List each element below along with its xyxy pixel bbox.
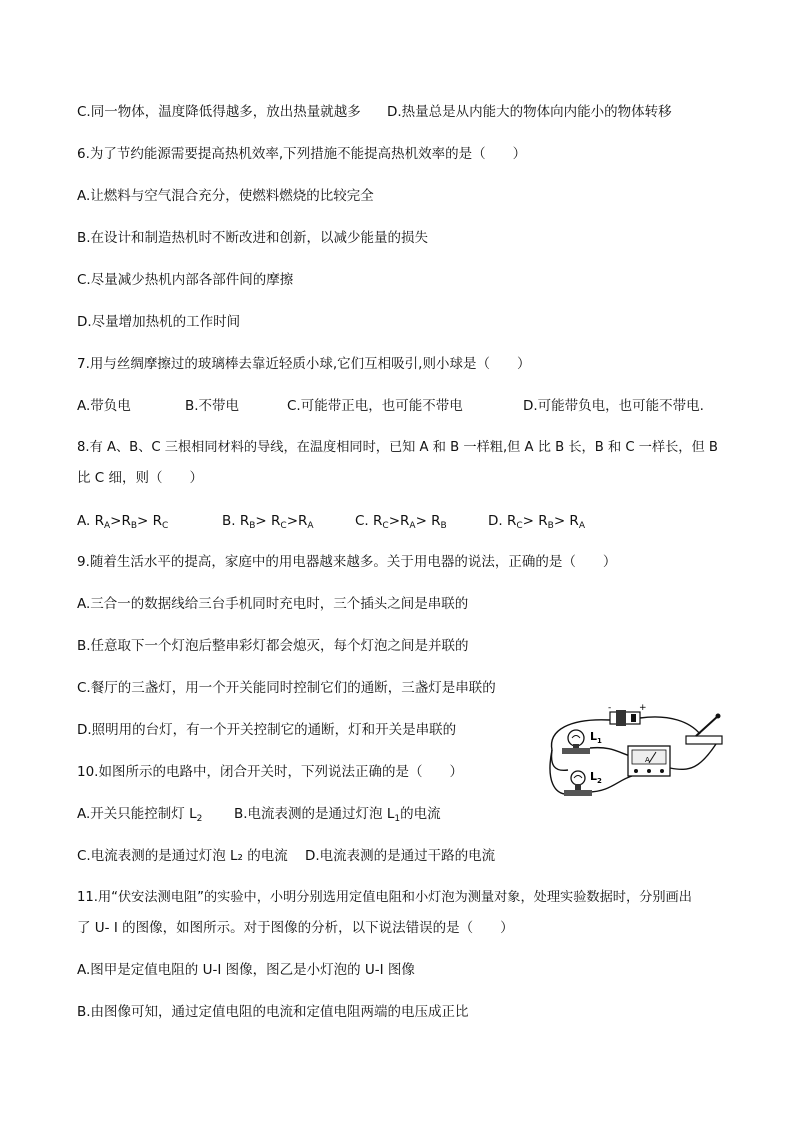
wire-left-bottom	[550, 750, 570, 794]
q5-option-c: C.同一物体，温度降低得越多，放出热量就越多	[77, 104, 361, 120]
q8-stem-line1: 8.有 A、B、C 三根相同材料的导线，在温度相同时，已知 A 和 B 一样粗,但 A 比 B 长，B 和 C 一样长，但 B	[77, 440, 718, 455]
q11-option-b: B.由图像可知，通过定值电阻的电流和定值电阻两端的电压成正比	[77, 1004, 469, 1020]
q9-option-a: A.三合一的数据线给三台手机同时充电时，三个插头之间是串联的	[77, 596, 469, 612]
lamp-l1-label: $L_1$	[590, 730, 602, 745]
battery-icon	[610, 710, 640, 726]
ammeter-label: A	[645, 756, 650, 764]
q7-option-c: C.可能带正电，也可能不带电	[287, 398, 463, 414]
q7-option-b: B.不带电	[185, 398, 240, 414]
q9-option-c: C.餐厅的三盏灯，用一个开关能同时控制它们的通断，三盏灯是串联的	[77, 680, 496, 696]
q11-option-a: A.图甲是定值电阻的 U-I 图像，图乙是小灯泡的 U-I 图像	[77, 962, 415, 978]
circuit-diagram	[540, 700, 730, 805]
lamp-l2-label: $L_2$	[590, 770, 602, 785]
q5-option-d: D.热量总是从内能大的物体向内能小的物体转移	[387, 104, 672, 120]
q10-stem: 10.如图所示的电路中，闭合开关时，下列说法正确的是（ ）	[77, 764, 463, 780]
q9-stem: 9.随着生活水平的提高，家庭中的用电器越来越多。关于用电器的说法，正确的是（ ）	[77, 554, 617, 570]
q10-option-c: C.电流表测的是通过灯泡 L₂ 的电流	[77, 848, 288, 864]
q10-option-a: A.开关只能控制灯 $L_2$	[77, 806, 203, 824]
q8-stem-line2: 比 C 细，则（ ）	[77, 470, 204, 486]
q6-stem: 6.为了节约能源需要提高热机效率,下列措施不能提高热机效率的是（ ）	[77, 146, 527, 162]
battery-plus-label: +	[639, 703, 647, 713]
q11-stem-line1: 11.用“伏安法测电阻”的实验中，小明分别选用定值电阻和小灯泡为测量对象，处理实验数据时，分别画出	[77, 890, 692, 905]
wire-meter-to-switch	[670, 744, 716, 769]
q9-option-b: B.任意取下一个灯泡后整串彩灯都会熄灭，每个灯泡之间是并联的	[77, 638, 469, 654]
q8-option-a: A. $R_A>R_B> R_C$	[77, 513, 169, 531]
battery-minus-label: -	[608, 703, 612, 713]
wire-top-right	[640, 717, 700, 734]
q6-option-d: D.尽量增加热机的工作时间	[77, 314, 241, 330]
q7-option-d: D.可能带负电，也可能不带电.	[523, 398, 704, 414]
q10-option-d: D.电流表测的是通过干路的电流	[305, 848, 496, 864]
switch-icon	[686, 714, 722, 745]
q11-stem-line2: 了 U- I 的图像，如图所示。对于图像的分析，以下说法错误的是（ ）	[77, 920, 514, 936]
q7-stem: 7.用与丝绸摩擦过的玻璃棒去靠近轻质小球,它们互相吸引,则小球是（ ）	[77, 356, 531, 372]
q8-option-d: D. $R_C> R_B> R_A$	[488, 513, 585, 531]
q6-option-a: A.让燃料与空气混合充分，使燃料燃烧的比较完全	[77, 188, 374, 204]
q8-option-c: C. $R_C>R_A> R_B$	[355, 513, 447, 531]
q6-option-c: C.尽量减少热机内部各部件间的摩擦	[77, 272, 294, 288]
lamp-l2-icon	[564, 771, 592, 796]
q9-option-d: D.照明用的台灯，有一个开关控制它的通断，灯和开关是串联的	[77, 722, 457, 738]
q8-option-b: B. $R_B> R_C>R_A$	[222, 513, 314, 531]
q7-option-a: A.带负电	[77, 398, 131, 414]
lamp-l1-icon	[562, 730, 590, 754]
q6-option-b: B.在设计和制造热机时不断改进和创新，以减少能量的损失	[77, 230, 429, 246]
wire-l1-to-meter	[590, 748, 630, 756]
q10-option-b: B.电流表测的是通过灯泡 $L_1$的电流	[234, 806, 441, 824]
